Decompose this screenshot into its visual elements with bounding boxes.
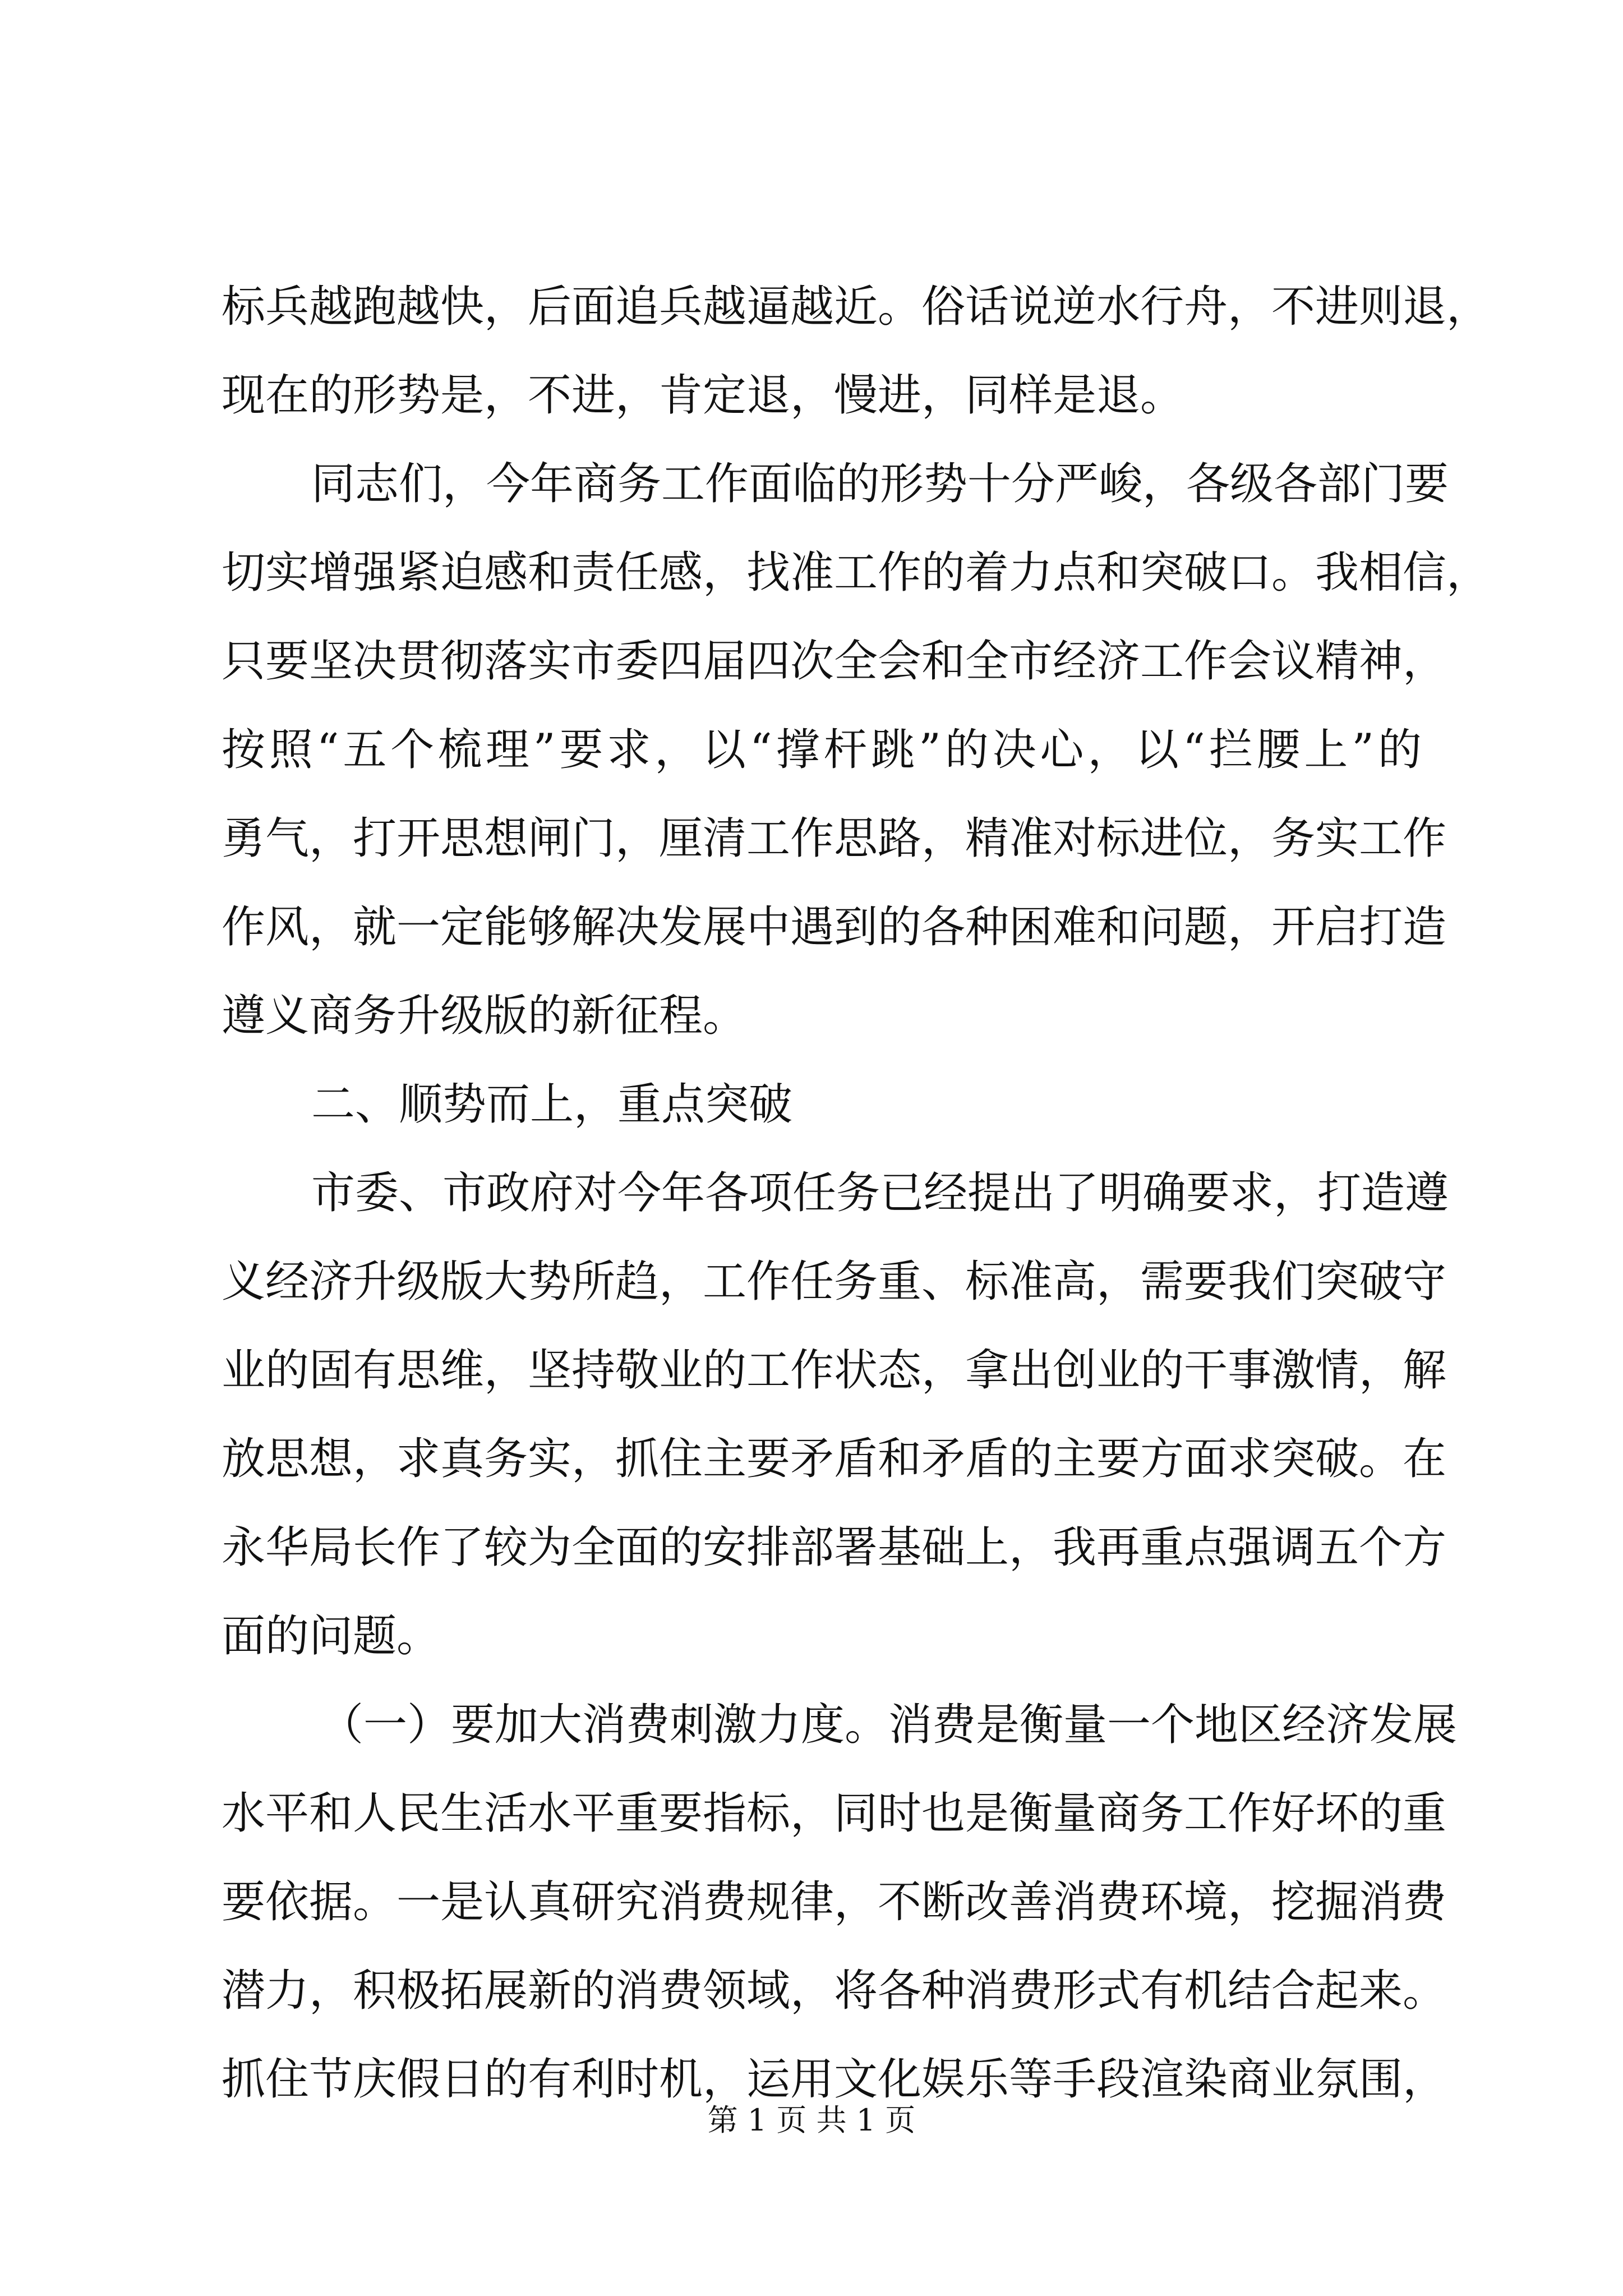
paragraph-start-line: （一）要加大消费刺激力度。消费是衡量一个地区经济发展: [320, 1700, 1458, 1750]
section-heading: 二、顺势而上，重点突破: [311, 1079, 793, 1130]
text-line: 业的固有思维，坚持敬业的工作状态，拿出创业的干事激情，解: [222, 1345, 1447, 1396]
text-line: 作风，就一定能够解决发展中遇到的各种困难和问题，开启打造: [222, 902, 1447, 953]
page-number-label: 第 1 页 共 1 页: [707, 2102, 916, 2138]
paragraph-start-line: 市委、市政府对今年各项任务已经提出了明确要求，打造遵: [311, 1168, 1449, 1218]
text-line: 标兵越跑越快，后面追兵越逼越近。俗话说逆水行舟，不进则退，: [222, 282, 1491, 332]
body-text: [222, 263, 1491, 2124]
text-line: 面的问题。: [222, 1611, 441, 1662]
text-line: 潜力，积极拓展新的消费领域，将各种消费形式有机结合起来。: [222, 1966, 1447, 2016]
text-line: 遵义商务升级版的新征程。: [222, 991, 747, 1041]
text-line: 勇气，打开思想闸门，厘清工作思路，精准对标进位，务实工作: [222, 813, 1447, 864]
text-line: 水平和人民生活水平重要指标，同时也是衡量商务工作好坏的重: [222, 1788, 1447, 1839]
text-line: 要依据。一是认真研究消费规律，不断改善消费环境，挖掘消费: [222, 1877, 1447, 1927]
page-footer: [0, 2101, 1623, 2140]
text-line: 只要坚决贯彻落实市委四届四次全会和全市经济工作会议精神，: [222, 636, 1447, 687]
text-line: 现在的形势是，不进，肯定退，慢进，同样是退。: [222, 370, 1184, 421]
text-line: 抓住节庆假日的有利时机，运用文化娱乐等手段渲染商业氛围，: [222, 2054, 1447, 2105]
text-line: 永华局长作了较为全面的安排部署基础上，我再重点强调五个方: [222, 1522, 1447, 1573]
paragraph-start-line: 同志们，今年商务工作面临的形势十分严峻，各级各部门要: [311, 459, 1449, 509]
text-line: 切实增强紧迫感和责任感，找准工作的着力点和突破口。我相信，: [222, 547, 1491, 598]
text-line: 放思想，求真务实，抓住主要矛盾和矛盾的主要方面求突破。在: [222, 1434, 1447, 1484]
text-line: 按照“五个梳理”要求，以“撑杆跳”的决心，以“拦腰上”的: [222, 725, 1422, 775]
text-line: 义经济升级版大势所趋，工作任务重、标准高，需要我们突破守: [222, 1257, 1447, 1307]
